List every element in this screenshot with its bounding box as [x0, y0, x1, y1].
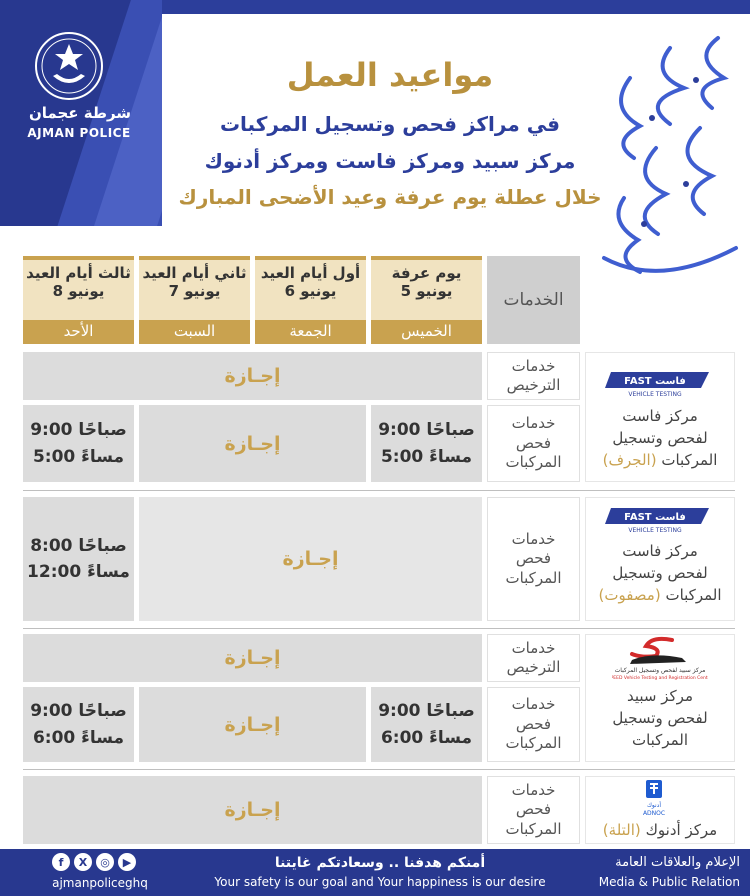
- row-separator: [23, 628, 735, 629]
- svg-text:FAST فاست: FAST فاست: [624, 512, 686, 523]
- service-licensing: خدمات الترخيص: [487, 634, 580, 682]
- service-licensing: خدمات الترخيص: [487, 352, 580, 400]
- day-occasion: يوم عرفة: [391, 264, 462, 282]
- facebook-icon[interactable]: f: [52, 853, 70, 871]
- service-inspection: خدمات فحص المركبات: [487, 776, 580, 844]
- fast-logo-icon: [605, 370, 711, 398]
- hours-cell: 8:00 صباحًا 12:00 مساءً: [23, 497, 134, 621]
- center-location: (مصفوت): [598, 585, 661, 604]
- svg-text:SPEED Vehicle Testing and Regi: SPEED Vehicle Testing and Registration Center: [612, 676, 708, 680]
- subtitle-line-2: مركز سبيد ومركز فاست ومركز أدنوك: [204, 149, 576, 173]
- center-location: (الجرف): [602, 450, 657, 469]
- closed-cell: إجـازة: [139, 687, 366, 762]
- day-date: 5 يونيو: [400, 282, 453, 300]
- svg-text:أدنوك: أدنوك: [646, 802, 662, 809]
- speed-logo-icon: [612, 634, 708, 680]
- center-location: (التلة): [602, 821, 641, 839]
- weekday-saturday: السبت: [139, 320, 250, 344]
- hours-cell: 9:00 صباحًا 5:00 مساءً: [23, 405, 134, 482]
- day-occasion: ثالث أيام العيد: [26, 264, 131, 282]
- weekday-thursday: الخميس: [371, 320, 482, 344]
- fast-logo: [605, 370, 711, 398]
- row-separator: [23, 769, 735, 770]
- police-name-english: AJMAN POLICE: [27, 126, 131, 140]
- slogan-arabic: أمنكم هدفنا .. وسعادتكم غايتنا: [274, 855, 486, 871]
- closed-cell: إجـازة: [23, 634, 482, 682]
- services-column-header: الخدمات: [487, 256, 580, 344]
- center-name-adnoc: مركز أدنوك (التلة): [602, 821, 718, 839]
- day-header-eid-3: [23, 256, 134, 320]
- day-date: 6 يونيو: [284, 282, 337, 300]
- svg-text:VEHICLE TESTING: VEHICLE TESTING: [628, 391, 682, 398]
- closed-cell: إجـازة: [23, 352, 482, 400]
- fast-logo: [605, 506, 711, 534]
- speed-logo: [612, 634, 708, 680]
- day-header-eid-1: [255, 256, 366, 320]
- x-icon[interactable]: X: [74, 853, 92, 871]
- center-name-speed: مركز سبيد لفحص وتسجيل المركبات: [612, 687, 708, 749]
- svg-text:ADNOC: ADNOC: [642, 810, 666, 817]
- page-title: مواعيد العمل: [286, 56, 494, 94]
- hours-cell: 9:00 صباحًا 6:00 مساءً: [371, 687, 482, 762]
- department-arabic: الإعلام والعلاقات العامة: [615, 855, 740, 870]
- police-emblem-icon: [33, 30, 105, 102]
- slogan-english: Your safety is our goal and Your happiness is our desire: [214, 875, 546, 889]
- day-occasion: أول أيام العيد: [260, 264, 361, 282]
- subtitle-line-1: في مراكز فحص وتسجيل المركبات: [219, 112, 561, 136]
- service-inspection: خدمات فحص المركبات: [487, 497, 580, 621]
- day-occasion: ثاني أيام العيد: [142, 264, 247, 282]
- day-header-arafa: [371, 256, 482, 320]
- weekday-sunday: الأحد: [23, 320, 134, 344]
- weekday-friday: الجمعة: [255, 320, 366, 344]
- youtube-icon[interactable]: ▶: [118, 853, 136, 871]
- subtitle-line-3: خلال عطلة يوم عرفة وعيد الأضحى المبارك: [178, 185, 602, 209]
- adnoc-logo: [632, 778, 676, 818]
- center-name-fast-masfout: مركز فاست لفحص وتسجيل المركبات (مصفوت): [598, 542, 722, 604]
- eid-calligraphy: [600, 18, 740, 278]
- closed-cell: إجـازة: [23, 776, 482, 844]
- closed-cell: إجـازة: [139, 405, 366, 482]
- svg-text:VEHICLE TESTING: VEHICLE TESTING: [628, 527, 682, 534]
- adnoc-logo-icon: [632, 778, 676, 818]
- service-inspection: خدمات فحص المركبات: [487, 687, 580, 762]
- row-separator: [23, 490, 735, 491]
- center-name-fast-jurf: مركز فاست لفحص وتسجيل المركبات (الجرف): [602, 407, 718, 469]
- social-handle[interactable]: ajmanpoliceghq: [52, 876, 148, 890]
- hours-cell: 9:00 صباحًا 5:00 مساءً: [371, 405, 482, 482]
- instagram-icon[interactable]: ◎: [96, 853, 114, 871]
- footer: [0, 849, 750, 896]
- day-header-eid-2: [139, 256, 250, 320]
- svg-text:FAST فاست: FAST فاست: [624, 376, 686, 387]
- day-date: 8 يونيو: [52, 282, 105, 300]
- service-inspection: خدمات فحص المركبات: [487, 405, 580, 482]
- closed-cell: إجـازة: [139, 497, 482, 621]
- fast-logo-icon: [605, 506, 711, 534]
- hours-cell: 9:00 صباحًا 6:00 مساءً: [23, 687, 134, 762]
- svg-text:مركز سبيد لفحص وتسجيل المركبات: مركز سبيد لفحص وتسجيل المركبات: [614, 667, 706, 674]
- day-date: 7 يونيو: [168, 282, 221, 300]
- police-name-arabic: شرطة عجمان: [28, 104, 132, 122]
- department-english: Media & Public Relation: [598, 875, 740, 889]
